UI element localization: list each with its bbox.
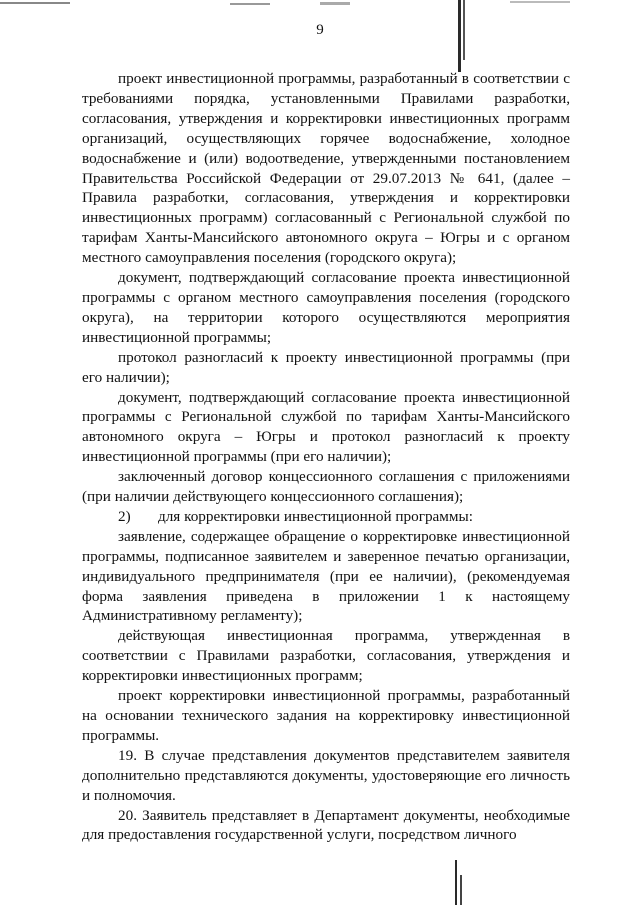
scan-noise — [230, 3, 270, 5]
paragraph: документ, подтверждающий согласование проекта инвестиционной программы с Региональной службой по тарифам Ханты-Мансийского автономного округа – Югры и протокол разногласий к проекту инвестиционной программы (при его наличии); — [82, 388, 570, 466]
list-item-text: для корректировки инвестиционной программы: — [158, 507, 473, 525]
document-body — [82, 69, 570, 845]
binding-mark — [460, 875, 462, 905]
scan-noise — [0, 2, 70, 4]
scan-noise — [510, 1, 570, 3]
list-item — [82, 507, 570, 527]
list-item-number: 2) — [118, 507, 131, 525]
binding-mark — [455, 860, 457, 905]
scan-noise — [320, 2, 350, 5]
paragraph: проект корректировки инвестиционной программы, разработанный на основании технического задания на корректировку инвестиционной программы. — [82, 687, 570, 744]
paragraph: заявление, содержащее обращение о корректировке инвестиционной программы, подписанное заявителем и заверенное печатью организации, индивидуального предпринимателя (при ее наличии), (рекомендуемая форма заявления приведена в приложении 1 к настоящему Административному регламенту); — [82, 527, 570, 625]
paragraph: 20. Заявитель представляет в Департамент документы, необходимые для предоставления государственной услуги, посредством личного — [82, 806, 570, 844]
paragraph: действующая инвестиционная программа, утвержденная в соответствии с Правилами разработки, согласования, утверждения и корректировки инвестиционных программ; — [82, 627, 570, 685]
paragraph: протокол разногласий к проекту инвестиционной программы (при его наличии); — [82, 348, 570, 386]
paragraph: документ, подтверждающий согласование проекта инвестиционной программы с органом местного самоуправления поселения (городского округа), на территории которого осуществляются мероприятия инвестиционной программы; — [82, 269, 570, 346]
paragraph: проект инвестиционной программы, разработанный в соответствии с требованиями порядка, установленными Правилами разработки, согласования, утверждения и корректировки инвестиционных программ организаций, осуществляющих горячее водоснабжение, холодное водоснабжение и (или) водоотведение, утвержденными постановлением Правительства Российской Федерации от 29.07.2013 № 641, (далее – Правила разработки, согласования, утверждения и корректировки инвестиционных программ) согласованный с Региональной службой по тарифам Ханты-Мансийского автономного округа – Югры и с органом местного самоуправления поселения (городского округа); — [82, 70, 570, 267]
page-number: 9 — [316, 22, 324, 38]
paragraph: 19. В случае представления документов представителем заявителя дополнительно представляются документы, удостоверяющие его личность и полномочия. — [82, 746, 570, 804]
paragraph: заключенный договор концессионного соглашения с приложениями (при наличии действующего концессионного соглашения); — [82, 468, 570, 506]
